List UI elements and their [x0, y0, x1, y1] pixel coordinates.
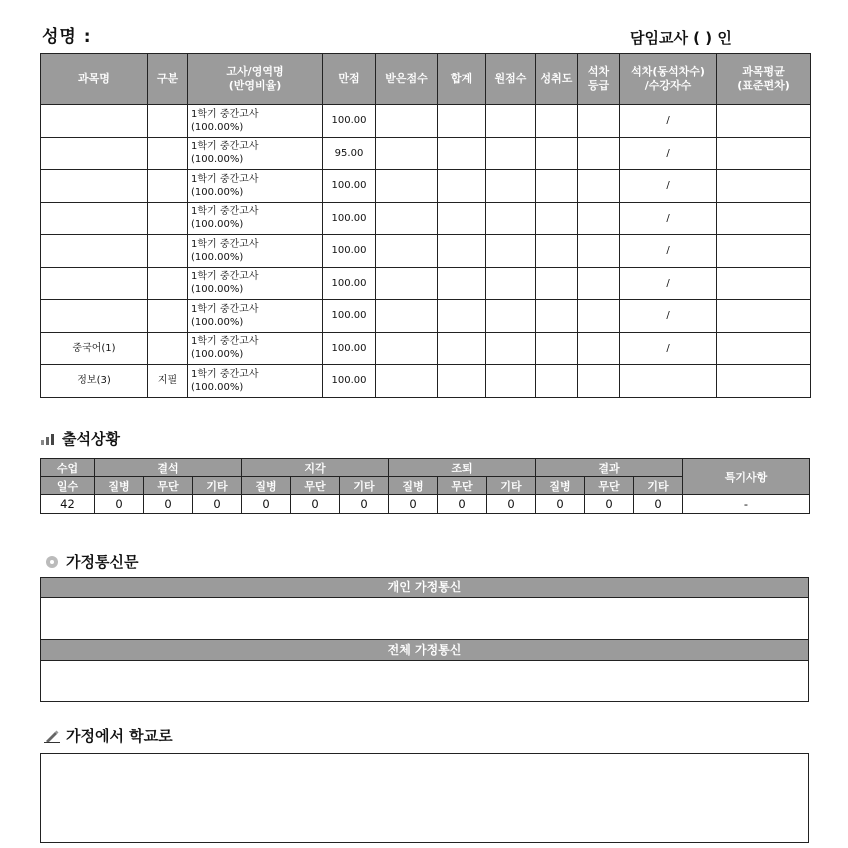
col-max: 만점 [323, 54, 376, 105]
table-row [41, 332, 811, 365]
col-grade: 석차 등급 [578, 54, 620, 105]
chart-icon [40, 432, 56, 446]
notice-box [40, 577, 809, 702]
average-cell [717, 137, 811, 170]
table-row [41, 202, 811, 235]
att-head-result: 결과 [536, 459, 683, 477]
table-row [41, 235, 811, 268]
att-subhead: 질병 [536, 477, 585, 495]
raw-cell [486, 170, 536, 203]
home-to-school-section-title [44, 725, 173, 746]
type-cell [148, 267, 188, 300]
raw-cell [486, 300, 536, 333]
attendance-table [40, 458, 810, 514]
attendance-values-row [41, 495, 810, 514]
achievement-cell [536, 235, 578, 268]
average-cell [717, 105, 811, 138]
att-subhead: 기타 [193, 477, 242, 495]
col-achievement: 성취도 [536, 54, 578, 105]
subject-cell [41, 300, 148, 333]
table-row [41, 365, 811, 398]
max-cell: 100.00 [323, 170, 376, 203]
max-cell: 100.00 [323, 365, 376, 398]
total-cell [438, 170, 486, 203]
att-subhead: 질병 [389, 477, 438, 495]
table-row [41, 170, 811, 203]
grades-header-row [41, 54, 811, 105]
home-to-school-title: 가정에서 학교로 [66, 727, 173, 745]
col-rank: 석차(동석차수) /수강자수 [620, 54, 717, 105]
rank-cell: / [620, 170, 717, 203]
rank-cell: / [620, 267, 717, 300]
att-subhead: 기타 [340, 477, 389, 495]
col-score: 받은점수 [376, 54, 438, 105]
notice-title: 가정통신문 [66, 553, 139, 571]
att-value: 0 [536, 495, 585, 514]
table-row [41, 300, 811, 333]
score-cell [376, 235, 438, 268]
subject-cell [41, 137, 148, 170]
type-cell: 지필 [148, 365, 188, 398]
attendance-title: 출석상황 [62, 430, 120, 448]
type-cell [148, 332, 188, 365]
max-cell: 100.00 [323, 235, 376, 268]
att-head-absence: 결석 [95, 459, 242, 477]
personal-notice-bar: 개인 가정통신 [41, 578, 808, 598]
average-cell [717, 170, 811, 203]
attendance-header-top [41, 459, 810, 477]
score-cell [376, 137, 438, 170]
exam-cell: 1학기 중간고사 (100.00%) [188, 235, 323, 268]
att-value: 0 [291, 495, 340, 514]
teacher-sign-label: 담임교사 ( ) 인 [630, 29, 732, 47]
average-cell [717, 235, 811, 268]
score-cell [376, 365, 438, 398]
raw-cell [486, 105, 536, 138]
att-head-late: 지각 [242, 459, 389, 477]
type-cell [148, 170, 188, 203]
att-subhead: 일수 [41, 477, 95, 495]
raw-cell [486, 137, 536, 170]
all-notice-bar: 전체 가정통신 [41, 639, 808, 661]
achievement-cell [536, 267, 578, 300]
rank-cell: / [620, 137, 717, 170]
grade-cell [578, 235, 620, 268]
att-subhead: 무단 [438, 477, 487, 495]
grade-cell [578, 105, 620, 138]
disc-icon [44, 555, 60, 569]
exam-cell: 1학기 중간고사 (100.00%) [188, 365, 323, 398]
grade-cell [578, 202, 620, 235]
subject-cell [41, 235, 148, 268]
score-cell [376, 105, 438, 138]
att-value: 0 [487, 495, 536, 514]
score-cell [376, 332, 438, 365]
rank-cell: / [620, 300, 717, 333]
att-subhead: 질병 [242, 477, 291, 495]
average-cell [717, 365, 811, 398]
subject-cell [41, 170, 148, 203]
score-cell [376, 300, 438, 333]
exam-cell: 1학기 중간고사 (100.00%) [188, 137, 323, 170]
achievement-cell [536, 105, 578, 138]
rank-cell: / [620, 202, 717, 235]
att-value: 0 [193, 495, 242, 514]
average-cell [717, 267, 811, 300]
average-cell [717, 332, 811, 365]
col-raw: 원점수 [486, 54, 536, 105]
home-to-school-box[interactable] [40, 753, 809, 843]
col-type: 구분 [148, 54, 188, 105]
table-row [41, 137, 811, 170]
score-cell [376, 170, 438, 203]
total-cell [438, 300, 486, 333]
col-exam: 고사/영역명 (반영비율) [188, 54, 323, 105]
rank-cell [620, 365, 717, 398]
type-cell [148, 137, 188, 170]
total-cell [438, 235, 486, 268]
max-cell: 100.00 [323, 105, 376, 138]
grade-cell [578, 170, 620, 203]
col-average: 과목평균 (표준편차) [717, 54, 811, 105]
exam-cell: 1학기 중간고사 (100.00%) [188, 105, 323, 138]
col-total: 합계 [438, 54, 486, 105]
grade-cell [578, 300, 620, 333]
type-cell [148, 105, 188, 138]
subject-cell [41, 202, 148, 235]
col-subject: 과목명 [41, 54, 148, 105]
att-subhead: 기타 [487, 477, 536, 495]
achievement-cell [536, 332, 578, 365]
achievement-cell [536, 137, 578, 170]
achievement-cell [536, 300, 578, 333]
pencil-icon [44, 729, 60, 743]
table-row [41, 267, 811, 300]
att-value: 0 [95, 495, 144, 514]
total-cell [438, 332, 486, 365]
att-subhead: 무단 [144, 477, 193, 495]
subject-cell [41, 267, 148, 300]
score-cell [376, 267, 438, 300]
exam-cell: 1학기 중간고사 (100.00%) [188, 332, 323, 365]
grade-cell [578, 365, 620, 398]
total-cell [438, 137, 486, 170]
type-cell [148, 300, 188, 333]
raw-cell [486, 365, 536, 398]
max-cell: 95.00 [323, 137, 376, 170]
score-cell [376, 202, 438, 235]
attendance-section-title [40, 428, 120, 449]
att-subhead: 질병 [95, 477, 144, 495]
att-value: 42 [41, 495, 95, 514]
exam-cell: 1학기 중간고사 (100.00%) [188, 300, 323, 333]
student-name-label: 성명 : [42, 27, 92, 47]
att-value: 0 [340, 495, 389, 514]
grades-table [40, 53, 811, 398]
rank-cell: / [620, 105, 717, 138]
att-value: 0 [389, 495, 438, 514]
achievement-cell [536, 202, 578, 235]
type-cell [148, 202, 188, 235]
grade-cell [578, 267, 620, 300]
att-head-remarks: 특기사항 [683, 459, 810, 495]
att-value: 0 [144, 495, 193, 514]
att-value: - [683, 495, 810, 514]
grade-cell [578, 332, 620, 365]
exam-cell: 1학기 중간고사 (100.00%) [188, 170, 323, 203]
total-cell [438, 267, 486, 300]
type-cell [148, 235, 188, 268]
att-head-early: 조퇴 [389, 459, 536, 477]
max-cell: 100.00 [323, 267, 376, 300]
total-cell [438, 105, 486, 138]
raw-cell [486, 267, 536, 300]
max-cell: 100.00 [323, 332, 376, 365]
raw-cell [486, 202, 536, 235]
average-cell [717, 202, 811, 235]
total-cell [438, 365, 486, 398]
att-subhead: 기타 [634, 477, 683, 495]
exam-cell: 1학기 중간고사 (100.00%) [188, 267, 323, 300]
total-cell [438, 202, 486, 235]
subject-cell: 정보(3) [41, 365, 148, 398]
att-subhead: 무단 [291, 477, 340, 495]
att-value: 0 [634, 495, 683, 514]
att-value: 0 [242, 495, 291, 514]
subject-cell: 중국어(1) [41, 332, 148, 365]
notice-section-title [44, 551, 138, 572]
max-cell: 100.00 [323, 300, 376, 333]
average-cell [717, 300, 811, 333]
raw-cell [486, 332, 536, 365]
att-value: 0 [585, 495, 634, 514]
max-cell: 100.00 [323, 202, 376, 235]
exam-cell: 1학기 중간고사 (100.00%) [188, 202, 323, 235]
table-row [41, 105, 811, 138]
achievement-cell [536, 365, 578, 398]
achievement-cell [536, 170, 578, 203]
raw-cell [486, 235, 536, 268]
att-subhead: 무단 [585, 477, 634, 495]
rank-cell: / [620, 332, 717, 365]
att-head-class: 수업 [41, 459, 95, 477]
att-value: 0 [438, 495, 487, 514]
grade-cell [578, 137, 620, 170]
subject-cell [41, 105, 148, 138]
rank-cell: / [620, 235, 717, 268]
